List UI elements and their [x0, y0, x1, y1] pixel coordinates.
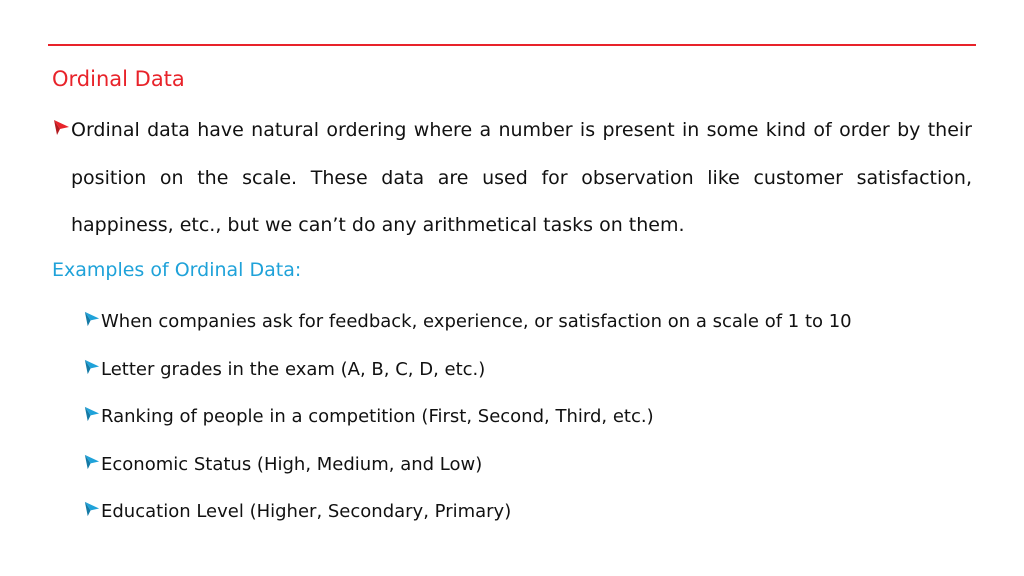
paragraph-line: Ordinal data have natural ordering where a number is present in some kind of order by their [52, 114, 972, 162]
definition-paragraph [52, 114, 972, 257]
examples-heading: Examples of Ordinal Data: [52, 259, 302, 281]
list-item: When companies ask for feedback, experience, or satisfaction on a scale of 1 to 10 [83, 305, 852, 353]
list-item: Economic Status (High, Medium, and Low) [83, 448, 852, 496]
arrow-bullet-icon [83, 358, 101, 376]
arrow-bullet-icon [83, 405, 101, 423]
examples-list [83, 305, 852, 543]
arrow-bullet-icon [83, 453, 101, 471]
arrow-bullet-icon [52, 118, 71, 137]
paragraph-line: position on the scale. These data are used for observation like customer satisfaction, [71, 166, 972, 189]
slide-title: Ordinal Data [52, 67, 185, 91]
title-divider [48, 44, 976, 46]
list-item: Ranking of people in a competition (First, Second, Third, etc.) [83, 400, 852, 448]
list-item: Education Level (Higher, Secondary, Primary) [83, 495, 852, 543]
list-item: Letter grades in the exam (A, B, C, D, etc.) [83, 353, 852, 401]
arrow-bullet-icon [83, 500, 101, 518]
paragraph-line: happiness, etc., but we can’t do any arithmetical tasks on them. [71, 214, 685, 236]
arrow-bullet-icon [83, 310, 101, 328]
